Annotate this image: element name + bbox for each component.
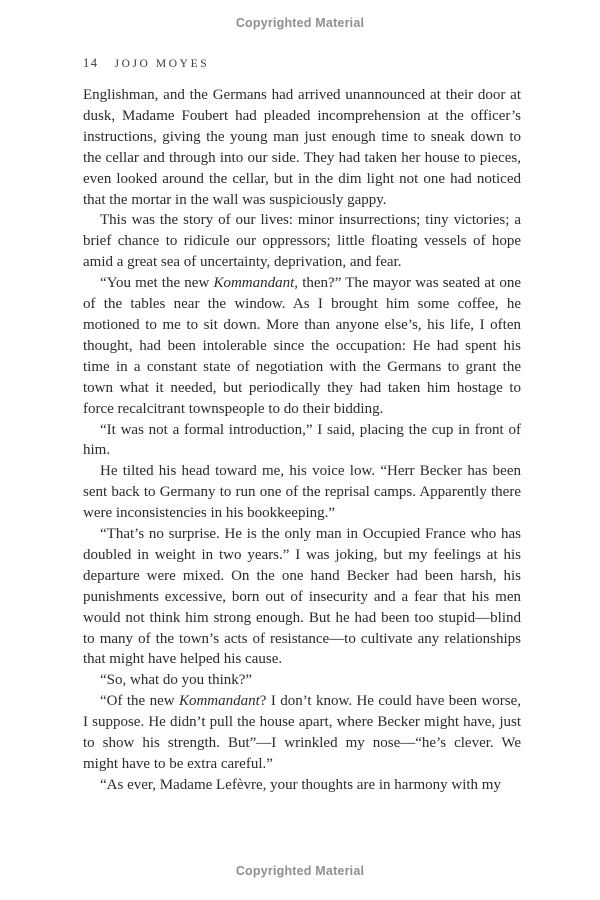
copyright-notice-top: Copyrighted Material	[235, 16, 365, 30]
running-header	[83, 56, 521, 71]
text-segment: “So, what do you think?”	[100, 672, 253, 689]
text-segment: He tilted his head toward me, his voice low. “Herr Becker has been sent back to Germany to run one of the reprisal camps. Apparently there were inconsistencies in his bookkeeping.”	[83, 463, 521, 522]
paragraph	[83, 691, 521, 775]
text-segment: , then?” The mayor was seated at one of the tables near the window. As I brought him some coffee, he motioned to me to sit down. More than anyone else’s, his life, I often thought, had been intolerable since the occupation: He had spent his time in a constant state of negotiation with the Germans to grant the town what it needed, but periodically they had taken him hostage to force recalcitrant townspeople to do their bidding.	[83, 275, 521, 417]
paragraph	[83, 461, 521, 524]
paragraph	[83, 420, 521, 462]
italic-text-segment: Kommandant	[178, 693, 260, 710]
text-segment: “As ever, Madame Lefèvre, your thoughts are in harmony with my	[100, 776, 501, 793]
copyright-notice-bottom: Copyrighted Material	[235, 864, 365, 878]
page-body	[83, 85, 521, 796]
page-number: 14	[83, 56, 99, 70]
paragraph	[83, 273, 521, 419]
italic-text-segment: Kommandant	[213, 275, 295, 292]
paragraph	[83, 775, 521, 796]
text-segment: This was the story of our lives: minor insurrections; tiny victories; a brief chance to ridicule our oppressors; little floating vessels of hope amid a great sea of uncertainty, deprivation, and fear.	[83, 212, 521, 271]
text-segment: “It was not a formal introduction,” I said, placing the cup in front of him.	[83, 421, 521, 459]
author-running-head: JOJO MOYES	[114, 58, 210, 70]
paragraph	[83, 524, 521, 670]
paragraph	[83, 210, 521, 273]
text-segment: “You met the new	[100, 275, 214, 292]
text-segment: Englishman, and the Germans had arrived unannounced at their door at dusk, Madame Foubert had pleaded incomprehension at the officer’s instructions, giving the young man just enough time to sneak down to the cellar and through into our side. They had taken her house to pieces, even looked around the cellar, but in the dim light not one had noticed that the mortar in the wall was suspiciously gappy.	[83, 87, 521, 208]
text-segment: ? I don’t know. He could have been worse, I suppose. He didn’t pull the house apart, where Becker might have, just to show his strength. But”—I wrinkled my nose—“he’s clever. We might have to be extra careful.”	[83, 693, 522, 772]
text-segment: “Of the new	[100, 693, 179, 710]
paragraph	[83, 670, 521, 691]
paragraph	[83, 85, 521, 210]
text-segment: “That’s no surprise. He is the only man in Occupied France who has doubled in weight in two years.” I was joking, but my feelings at his departure were mixed. On the one hand Becker had been harsh, his punishments excessive, born out of insecurity and a fear that his men would not think him strong enough. But he had been too stupid—blind to many of the town’s acts of resistance—to cultivate any relationships that might have helped his cause.	[83, 526, 521, 668]
